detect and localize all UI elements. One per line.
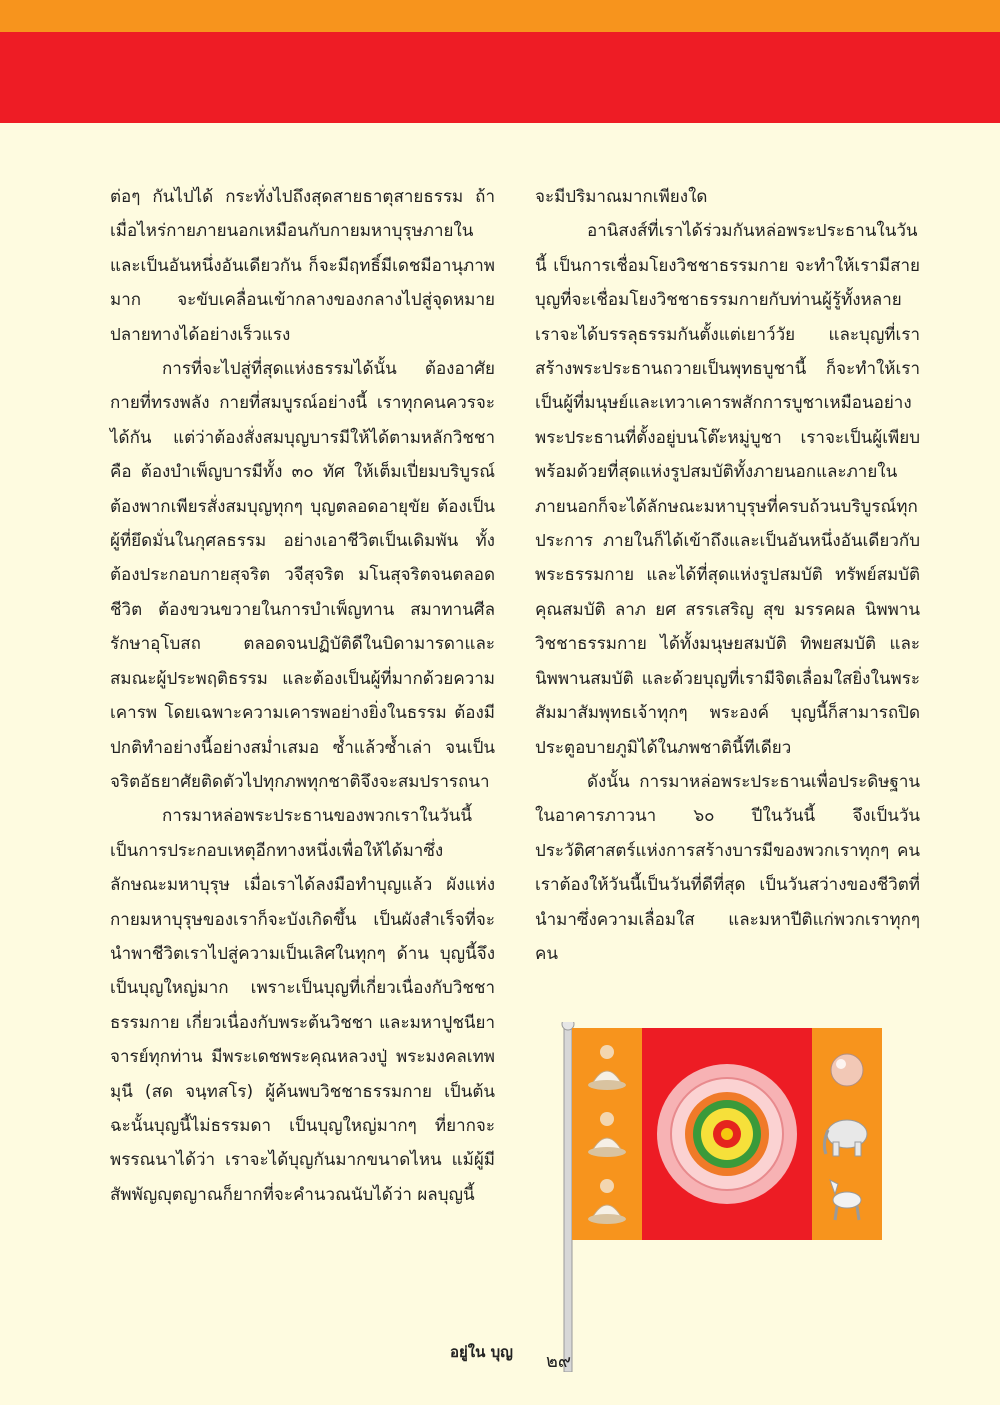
magazine-logo: อยู่ใน บุญ xyxy=(450,1343,513,1361)
paragraph: การมาหล่อพระประธานของพวกเราในวันนี้ เป็นการประกอบเหตุอีกทางหนึ่งเพื่อให้ได้มาซึ่งลักษณะมหาบุรุษ เมื่อเราได้ลงมือทำบุญแล้ว ผังแห่งกายมหาบุรุษของเราก็จะบังเกิดขึ้น เป็นผังสำเร็จที่จะนำพาชีวิตเราไปสู่ความเป็นเลิศในทุกๆ ด้าน บุญนี้จึงเป็นบุญใหญ่มาก เพราะเป็นบุญที่เกี่ยวเนื่องกับวิชชาธรรมกาย เกี่ยวเนื่องกับพระต้นวิชชา และมหาปูชนียาจารย์ทุกท่าน มีพระเดชพระคุณหลวงปู่ พระมงคลเทพมุนี (สด จนฺทสโร) ผู้ค้นพบวิชชาธรรมกาย เป็นต้น ฉะนั้นบุญนี้ไม่ธรรมดา เป็นบุญใหญ่มากๆ ที่ยากจะพรรณนาได้ว่า เราจะได้บุญกันมากขนาดไหน แม้ผู้มีสัพพัญญุตญาณก็ยากที่จะคำนวณนับได้ว่า ผลบุญนี้ xyxy=(110,806,495,1205)
paragraph: อานิสงส์ที่เราได้ร่วมกันหล่อพระประธานในวันนี้ เป็นการเชื่อมโยงวิชชาธรรมกาย จะทำให้เรามีสายบุญที่จะเชื่อมโยงวิชชาธรรมกายกับท่านผู้รู้ทั้งหลาย เราจะได้บรรลุธรรมกันตั้งแต่เยาว์วัย และบุญที่เราสร้างพระประธานถวายเป็นพุทธบูชานี้ ก็จะทำให้เราเป็นผู้ที่มนุษย์และเทวาเคารพสักการบูชาเหมือนอย่างพระประธานที่ตั้งอยู่บนโต๊ะหมู่บูชา เราจะเป็นผู้เพียบพร้อมด้วยที่สุดแห่งรูปสมบัติทั้งภายนอกและภายใน ภายนอกก็จะได้ลักษณะมหาบุรุษที่ครบถ้วนบริบูรณ์ทุกประการ ภายในก็ได้เข้าถึงและเป็นอันหนึ่งอันเดียวกับพระธรรมกาย และได้ที่สุดแห่งรูปสมบัติ ทรัพย์สมบัติ คุณสมบัติ ลาภ ยศ สรรเสริญ สุข มรรคผล นิพพาน วิชชาธรรมกาย ได้ทั้งมนุษยสมบัติ ทิพยสมบัติ และนิพพานสมบัติ และด้วยบุญที่เรามีจิตเลื่อมใสยิ่งในพระสัมมาสัมพุทธเจ้าทุกๆ พระองค์ บุญนี้ก็สามารถปิดประตูอบายภูมิได้ในภพชาตินี้ทีเดียว xyxy=(535,221,920,758)
flag-pole xyxy=(564,1022,572,1372)
page-number: ๒๙ xyxy=(546,1351,572,1372)
paragraph: จะมีปริมาณมากเพียงใด xyxy=(535,187,708,207)
lotus-emblem-icon xyxy=(657,1064,797,1204)
crystal-ball-icon xyxy=(831,1054,863,1086)
left-column xyxy=(110,180,495,1212)
header-band-red xyxy=(0,32,1000,123)
header-band-orange xyxy=(0,0,1000,32)
paragraph: การที่จะไปสู่ที่สุดแห่งธรรมได้นั้น ต้องอาศัยกายที่ทรงพลัง กายที่สมบูรณ์อย่างนี้ เราทุกคนควรจะได้กัน แต่ว่าต้องสั่งสมบุญบารมีให้ได้ตามหลักวิชชา คือ ต้องบำเพ็ญบารมีทั้ง ๓๐ ทัศ ให้เต็มเปี่ยมบริบูรณ์ ต้องพากเพียรสั่งสมบุญทุกๆ บุญตลอดอายุขัย ต้องเป็นผู้ที่ยึดมั่นในกุศลธรรม อย่างเอาชีวิตเป็นเดิมพัน ทั้งต้องประกอบกายสุจริต วจีสุจริต มโนสุจริตจนตลอดชีวิต ต้องขวนขวายในการบำเพ็ญทาน สมาทานศีล รักษาอุโบสถ ตลอดจนปฏิบัติดีในบิดามารดาและสมณะผู้ประพฤติธรรม และต้องเป็นผู้ที่มากด้วยความเคารพ โดยเฉพาะความเคารพอย่างยิ่งในธรรม ต้องมีปกติทำอย่างนี้อย่างสม่ำเสมอ ซ้ำแล้วซ้ำเล่า จนเป็นจริตอัธยาศัยติดตัวไปทุกภพทุกชาติจึงจะสมปรารถนา xyxy=(110,359,495,792)
right-column xyxy=(535,180,920,971)
paragraph: ต่อๆ กันไปได้ กระทั่งไปถึงสุดสายธาตุสายธรรม ถ้าเมื่อไหร่กายภายนอกเหมือนกับกายมหาบุรุษภายในและเป็นอันหนึ่งอันเดียวกัน ก็จะมีฤทธิ์มีเดชมีอานุภาพมาก จะขับเคลื่อนเข้ากลางของกลางไปสู่จุดหมายปลายทางได้อย่างเร็วแรง xyxy=(110,187,495,345)
flag-illustration xyxy=(560,1022,890,1372)
page-footer xyxy=(450,1340,590,1380)
paragraph: ดังนั้น การมาหล่อพระประธานเพื่อประดิษฐานในอาคารภาวนา ๖๐ ปีในวันนี้ จึงเป็นวันประวัติศาสตร์แห่งการสร้างบารมีของพวกเราทุกๆ คน เราต้องให้วันนี้เป็นวันที่ดีที่สุด เป็นวันสว่างของชีวิตที่นำมาซึ่งความเลื่อมใส และมหาปีติแก่พวกเราทุกๆ คน xyxy=(535,771,920,964)
